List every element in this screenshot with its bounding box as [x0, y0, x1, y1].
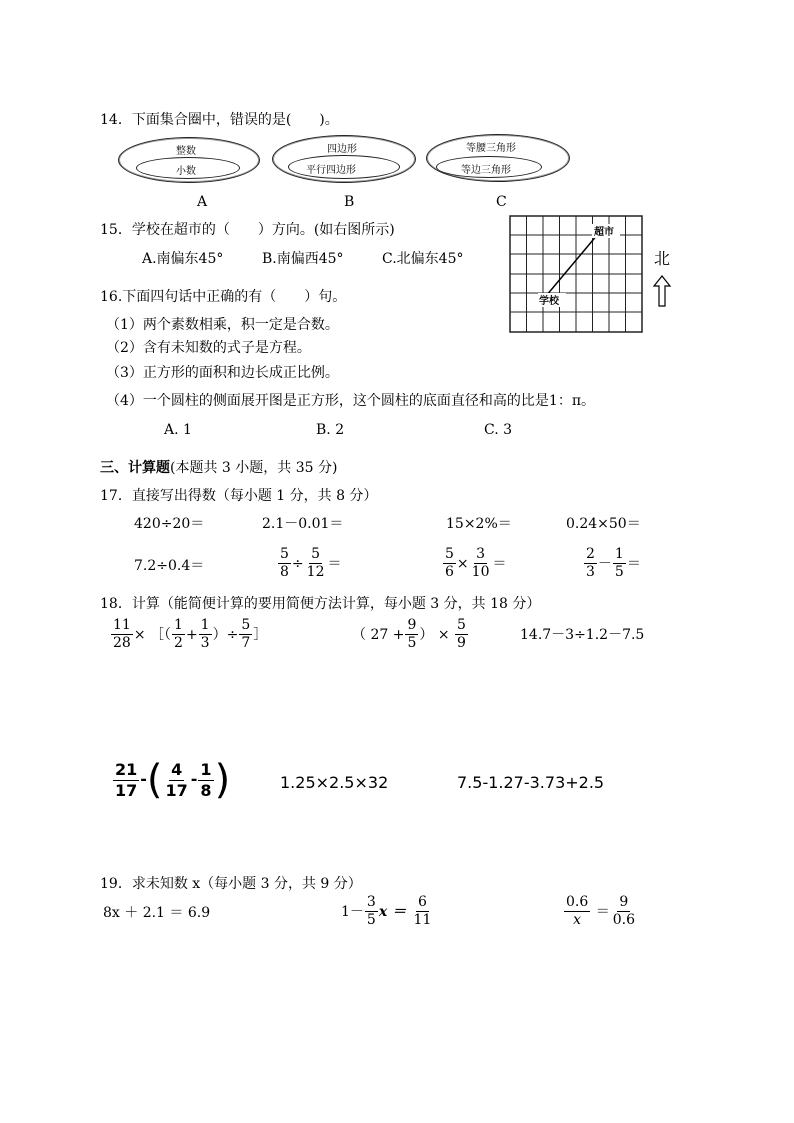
school-label: 学校 [539, 296, 559, 307]
q17-expr-3: 15×2%＝ [446, 516, 512, 532]
market-label: 超市 [594, 227, 614, 238]
option-a-letter: A [197, 194, 208, 210]
q15-stem: 15．学校在超市的（ ）方向。(如右图所示) [100, 222, 395, 238]
q18-expr-1: $\frac{11}{28}$ × ［（ $\frac{1}{2}$ + $\frac{1}{3}$ ）÷ $\frac{5}{7}$ ］ [113, 617, 268, 652]
set-a-inner-label: 小数 [176, 166, 196, 177]
option-b-letter: B [344, 194, 355, 210]
q19-eq-3: $\frac{0.6}{x}$ ＝ $\frac{9}{0.6}$ [566, 894, 635, 929]
q18-expr-2: （ 27 + $\frac{9}{5}$ ） × $\frac{5}{9}$ [352, 617, 466, 652]
q16-option-a: A. 1 [164, 422, 192, 438]
option-c-letter: C [496, 194, 507, 210]
north-arrow-icon [654, 276, 670, 306]
q17-expr-6: $\frac{5}{8}$ ÷ $\frac{5}{12}$ ＝ [280, 546, 342, 581]
q18-expr-3: 14.7－3÷1.2－7.5 [520, 627, 645, 643]
q19-eq-2: 1－ $\frac{3}{5}$ x ＝ $\frac{6}{11}$ [341, 894, 432, 929]
q17-stem: 17．直接写出得数（每小题 1 分，共 8 分） [100, 488, 378, 504]
set-b-inner-label: 平行四边形 [306, 165, 356, 176]
q17-expr-4: 0.24×50＝ [566, 516, 641, 532]
set-c-outer-label: 等腰三角形 [466, 143, 516, 154]
q14-stem: 14．下面集合圈中，错误的是( )。 [100, 112, 339, 128]
q17-expr-7: $\frac{5}{6}$ × $\frac{3}{10}$ ＝ [445, 546, 507, 581]
section-3-heading [100, 461, 337, 475]
q17-expr-5: 7.2÷0.4＝ [134, 558, 205, 574]
q16-item-4: （4）一个圆柱的侧面展开图是正方形，这个圆柱的底面直径和高的比是1：π。 [106, 393, 596, 409]
q16-option-b: B. 2 [316, 422, 345, 438]
q17-expr-2: 2.1－0.01＝ [262, 516, 344, 532]
section-3-note: (本题共 3 小题，共 35 分) [170, 460, 338, 476]
north-label: 北 [654, 249, 671, 268]
q16-stem: 16.下面四句话中正确的有（ ）句。 [100, 289, 347, 305]
q18-expr-6: 7.5-1.27-3.73+2.5 [457, 773, 605, 792]
q19-eq-1: 8x ＋ 2.1 ＝ 6.9 [103, 905, 211, 921]
set-a-outer-label: 整数 [176, 146, 196, 157]
set-b-outer-label: 四边形 [327, 144, 357, 155]
q16-item-1: （1）两个素数相乘，积一定是合数。 [106, 317, 339, 333]
q16-option-c: C. 3 [484, 422, 513, 438]
q18-stem: 18．计算（能简便计算的要用简便方法计算，每小题 3 分，共 18 分） [100, 596, 541, 612]
q15-option-b: B.南偏西45° [262, 251, 344, 267]
q15-option-a: A.南偏东45° [142, 251, 224, 267]
section-3-title: 三、计算题 [100, 460, 170, 476]
route-line [546, 234, 598, 296]
q18-expr-4: $\frac{21}{17}$ -( $\frac{4}{17}$ - $\frac{1}{8}$ ) [115, 757, 231, 803]
set-c-inner-label: 等边三角形 [461, 165, 511, 176]
q18-expr-5: 1.25×2.5×32 [280, 773, 389, 792]
q17-expr-1: 420÷20＝ [134, 516, 205, 532]
q19-stem: 19．求未知数 x（每小题 3 分，共 9 分） [100, 876, 362, 892]
q17-expr-8: $\frac{2}{3}$ － $\frac{1}{5}$ ＝ [586, 546, 641, 581]
direction-map [508, 214, 678, 336]
q16-item-2: （2）含有未知数的式子是方程。 [106, 340, 311, 356]
q16-item-3: （3）正方形的面积和边长成正比例。 [106, 365, 339, 381]
q15-option-c: C.北偏东45° [382, 251, 464, 267]
